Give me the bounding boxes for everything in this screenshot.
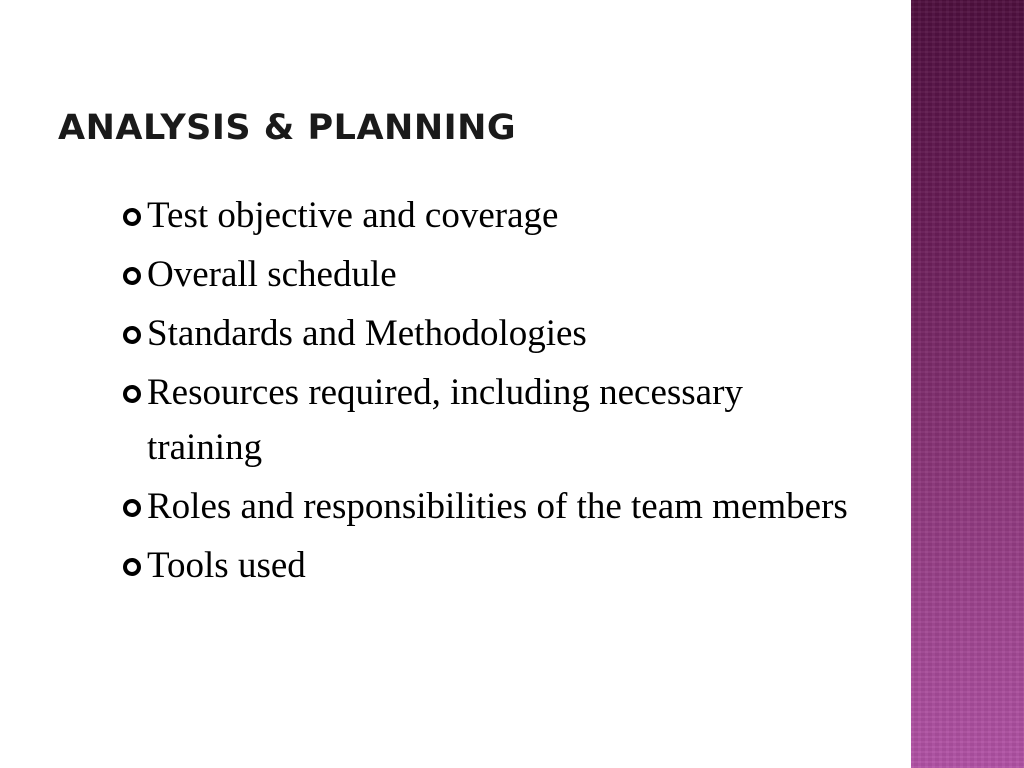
bullet-text: Tools used — [147, 545, 306, 586]
bullet-text: Overall schedule — [147, 254, 397, 295]
bullet-item — [120, 247, 850, 302]
bullet-item — [120, 306, 850, 361]
bullet-item — [120, 479, 850, 534]
bullet-item — [120, 188, 850, 243]
bullet-item — [120, 538, 850, 593]
bullet-text: Roles and responsibilities of the team members — [147, 486, 848, 527]
bullet-text: Resources required, including necessary training — [147, 372, 743, 468]
ring-bullet-icon — [123, 267, 141, 285]
ring-bullet-icon — [123, 558, 141, 576]
bullet-text: Standards and Methodologies — [147, 313, 587, 354]
bullet-item — [120, 365, 850, 475]
accent-side-band — [911, 0, 1024, 768]
ring-bullet-icon — [123, 385, 141, 403]
bullet-text: Test objective and coverage — [147, 195, 559, 236]
bullet-list — [120, 188, 850, 597]
slide-title: ANALYSIS & PLANNING — [58, 108, 517, 148]
ring-bullet-icon — [123, 499, 141, 517]
ring-bullet-icon — [123, 208, 141, 226]
ring-bullet-icon — [123, 326, 141, 344]
